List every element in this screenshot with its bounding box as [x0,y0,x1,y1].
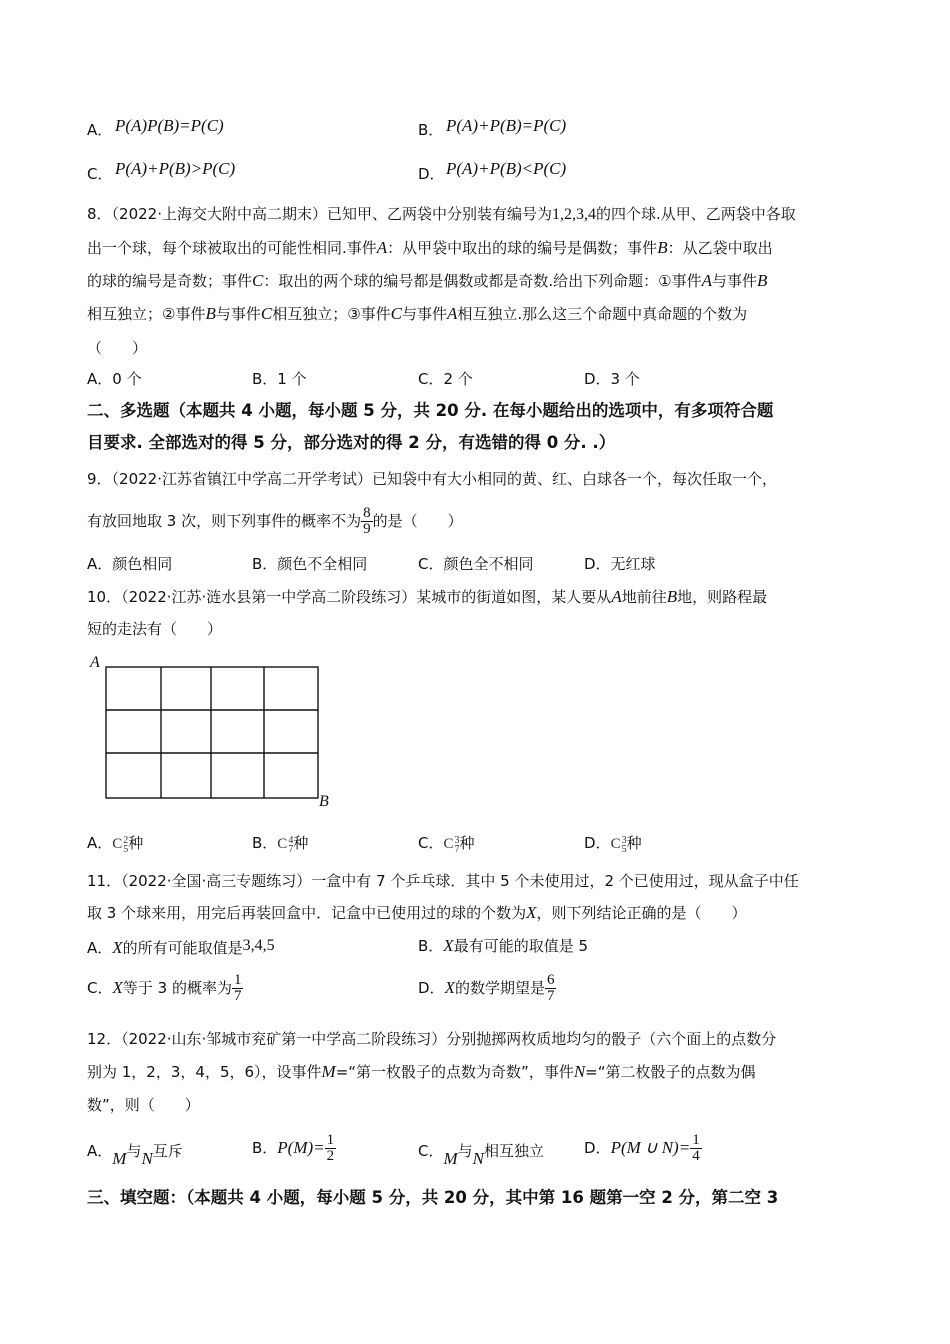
street-grid-figure [85,650,345,815]
q9-option-b: B．颜色不全相同 [252,555,368,573]
q11-option-d: D．X的数学期望是 $\frac{6}{7}$ [418,972,555,1004]
section-3-heading: 三、填空题：（本题共 4 小题，每小题 5 分，共 20 分，其中第 16 题第一空 2 分，第二空 3 [87,1188,779,1207]
q12-option-a: A．M与N互斥 [87,1142,183,1168]
q11-line-2: 取 3 个球来用，用完后再装回盒中．记盒中已使用过的球的个数为X，则下列结论正确的是（ ） [87,903,747,922]
q11-option-c: C．X等于 3 的概率为 $\frac{1}{7}$ [87,972,242,1004]
q9-option-c: C．颜色全不相同 [418,555,534,573]
q7-option-c: C． [87,165,113,183]
q9-line-2: 有放回地取 3 次，则下列事件的概率不为 $\frac{8}{9}$ 的是（ ） [87,505,463,537]
section-2-heading-line-1: 二、多选题（本题共 4 小题，每小题 5 分，共 20 分. 在每小题给出的选项中，有多项符合题 [87,401,774,420]
q12-line-1: 12．（2022·山东·邹城市兖矿第一中学高二阶段练习）分别抛掷两枚质地均匀的骰子（六个面上的点数分 [87,1030,777,1048]
q8-option-c: C．2 个 [418,370,473,388]
q10-option-d: D．C3 5种 [584,834,642,855]
q8-option-d: D．3 个 [584,370,640,388]
q9-option-d: D．无红球 [584,555,656,573]
q7-option-a-expr: P(A)P(B)=P(C) [115,116,224,135]
q12-line-3: 数”，则（ ） [87,1096,200,1114]
q12-line-2: 别为 1，2，3，4，5，6），设事件M=“第一枚骰子的点数为奇数”，事件N=“第二枚骰子的点数为偶 [87,1062,756,1081]
q8-option-a: A．0 个 [87,370,142,388]
q10-option-c: C．C3 7种 [418,834,475,855]
q8-line-4: 相互独立；②事件B与事件C相互独立；③事件C与事件A相互独立.那么这三个命题中真命题的个数为 [87,304,748,323]
grid-label-b: B [319,793,329,810]
section-2-heading-line-2: 目要求. 全部选对的得 5 分，部分选对的得 2 分，有选错的得 0 分. .） [87,433,616,452]
q10-option-a: A．C2 5种 [87,834,144,855]
street-grid-lines [106,667,318,798]
q7-option-c-expr: P(A)+P(B)>P(C) [115,159,236,178]
q8-line-3: 的球的编号是奇数；事件C：取出的两个球的编号都是偶数或都是奇数.给出下列命题：①事件A与事件B [87,271,768,290]
q10-line-1: 10．（2022·江苏·涟水县第一中学高二阶段练习）某城市的街道如图，某人要从A地前往B地，则路程最 [87,587,768,606]
grid-label-a: A [90,654,100,671]
q7-option-a: A． [87,121,113,139]
q12-option-c: C．M与N相互独立 [418,1142,545,1168]
q10-option-b: B．C4 7种 [252,834,309,855]
q11-line-1: 11．（2022·全国·高三专题练习）一盒中有 7 个乒乓球．其中 5 个未使用过，2 个已使用过，现从盒子中任 [87,872,799,890]
q8-option-b: B．1 个 [252,370,307,388]
q10-line-2: 短的走法有（ ） [87,620,223,638]
q11-option-b: B．X最有可能的取值是 5 [418,936,588,955]
q11-option-a: A．X的所有可能取值是3,4,5 [87,937,275,957]
q9-line-1: 9．（2022·江苏省镇江中学高二开学考试）已知袋中有大小相同的黄、红、白球各一个，每次任取一个， [87,470,777,488]
q7-option-d: D． [418,165,445,183]
q7-option-d-expr: P(A)+P(B)<P(C) [446,159,567,178]
q9-fraction: $\frac{8}{9}$ [363,505,371,537]
q8-line-2: 出一个球，每个球被取出的可能性相同.事件A：从甲袋中取出的球的编号是偶数；事件B：从乙袋中取出 [87,238,773,257]
q12-option-b: B．P(M)= $\frac{1}{2}$ [252,1132,335,1164]
q12-option-d: D．P(M ∪ N)= $\frac{1}{4}$ [584,1132,700,1164]
q8-line-1: 8．（2022·上海交大附中高二期末）已知甲、乙两袋中分别装有编号为1,2,3,4的四个球.从甲、乙两袋中各取 [87,205,796,223]
q7-option-b-expr: P(A)+P(B)=P(C) [446,116,567,135]
q9-option-a: A．颜色相同 [87,555,173,573]
q7-option-b: B． [418,121,444,139]
q8-line-5: （ ） [87,339,148,357]
